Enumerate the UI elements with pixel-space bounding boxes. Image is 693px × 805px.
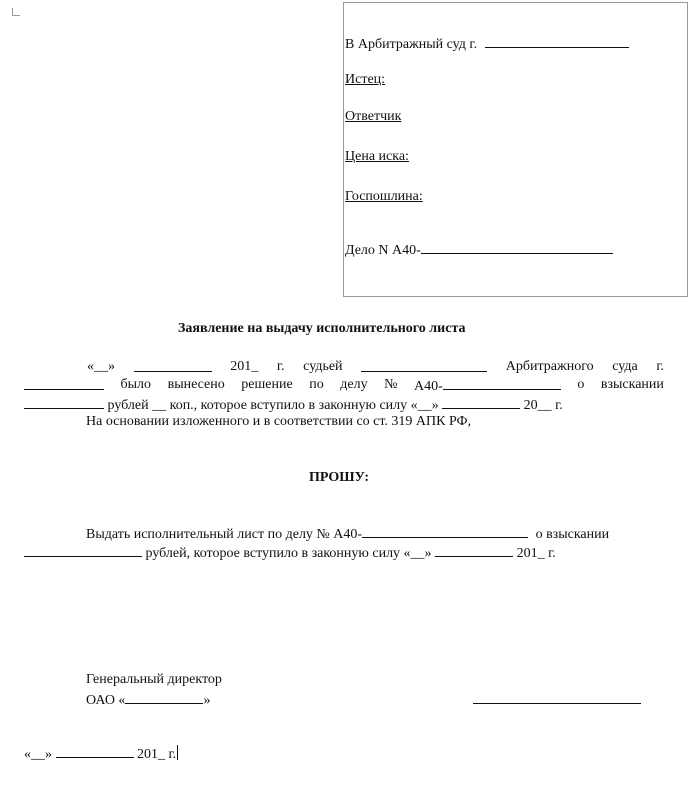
signatory-position: Генеральный директор [86,672,222,687]
amount-blank-2[interactable] [24,543,142,557]
case-number-blank[interactable] [421,240,613,254]
para1-line2: было вынесено решение по делу № А40- о взыскании [24,376,664,396]
date-blank-1[interactable] [134,358,212,372]
court-city-blank[interactable] [485,34,629,48]
footer-date-blank[interactable] [56,744,134,758]
para1-line4: На основании изложенного и в соответствии со ст. 319 АПК РФ, [86,414,472,429]
org-name-blank[interactable] [125,690,203,704]
signature-line[interactable] [473,690,641,710]
city-blank[interactable] [24,376,104,390]
amount-blank-1[interactable] [24,395,104,409]
date-blank-2[interactable] [442,395,520,409]
para2-line1: Выдать исполнительный лист по делу № А40- о взыскании [86,524,609,544]
para2-line2: рублей, которое вступило в законную силу «__» 201_ г. [24,543,556,563]
case-blank-1[interactable] [443,376,561,390]
footer-date: «__» 201_ г. [24,744,178,764]
judge-blank[interactable] [361,358,487,372]
court-line[interactable]: В Арбитражный суд г. [345,34,629,54]
claim-price-label[interactable]: Цена иска: [345,149,409,164]
request-heading: ПРОШУ: [309,470,370,485]
text-cursor [177,745,178,760]
para1-line1: «__» 201_ г. судьей Арбитражного суда г. [87,359,664,374]
plaintiff-label[interactable]: Истец: [345,72,386,87]
signature-blank[interactable] [473,690,641,704]
date-blank-3[interactable] [435,543,513,557]
case-blank-2[interactable] [362,524,528,538]
defendant-label[interactable]: Ответчик [345,109,402,124]
document-title: Заявление на выдачу исполнительного листа [178,321,466,336]
para1-line3: рублей __ коп., которое вступило в законную силу «__» 20__ г. [24,395,563,415]
case-number-line[interactable]: Дело N А40- [345,240,613,260]
signatory-org: ОАО « » [86,690,210,710]
state-fee-label[interactable]: Госпошлина: [345,189,423,204]
page-corner-mark [12,8,20,16]
